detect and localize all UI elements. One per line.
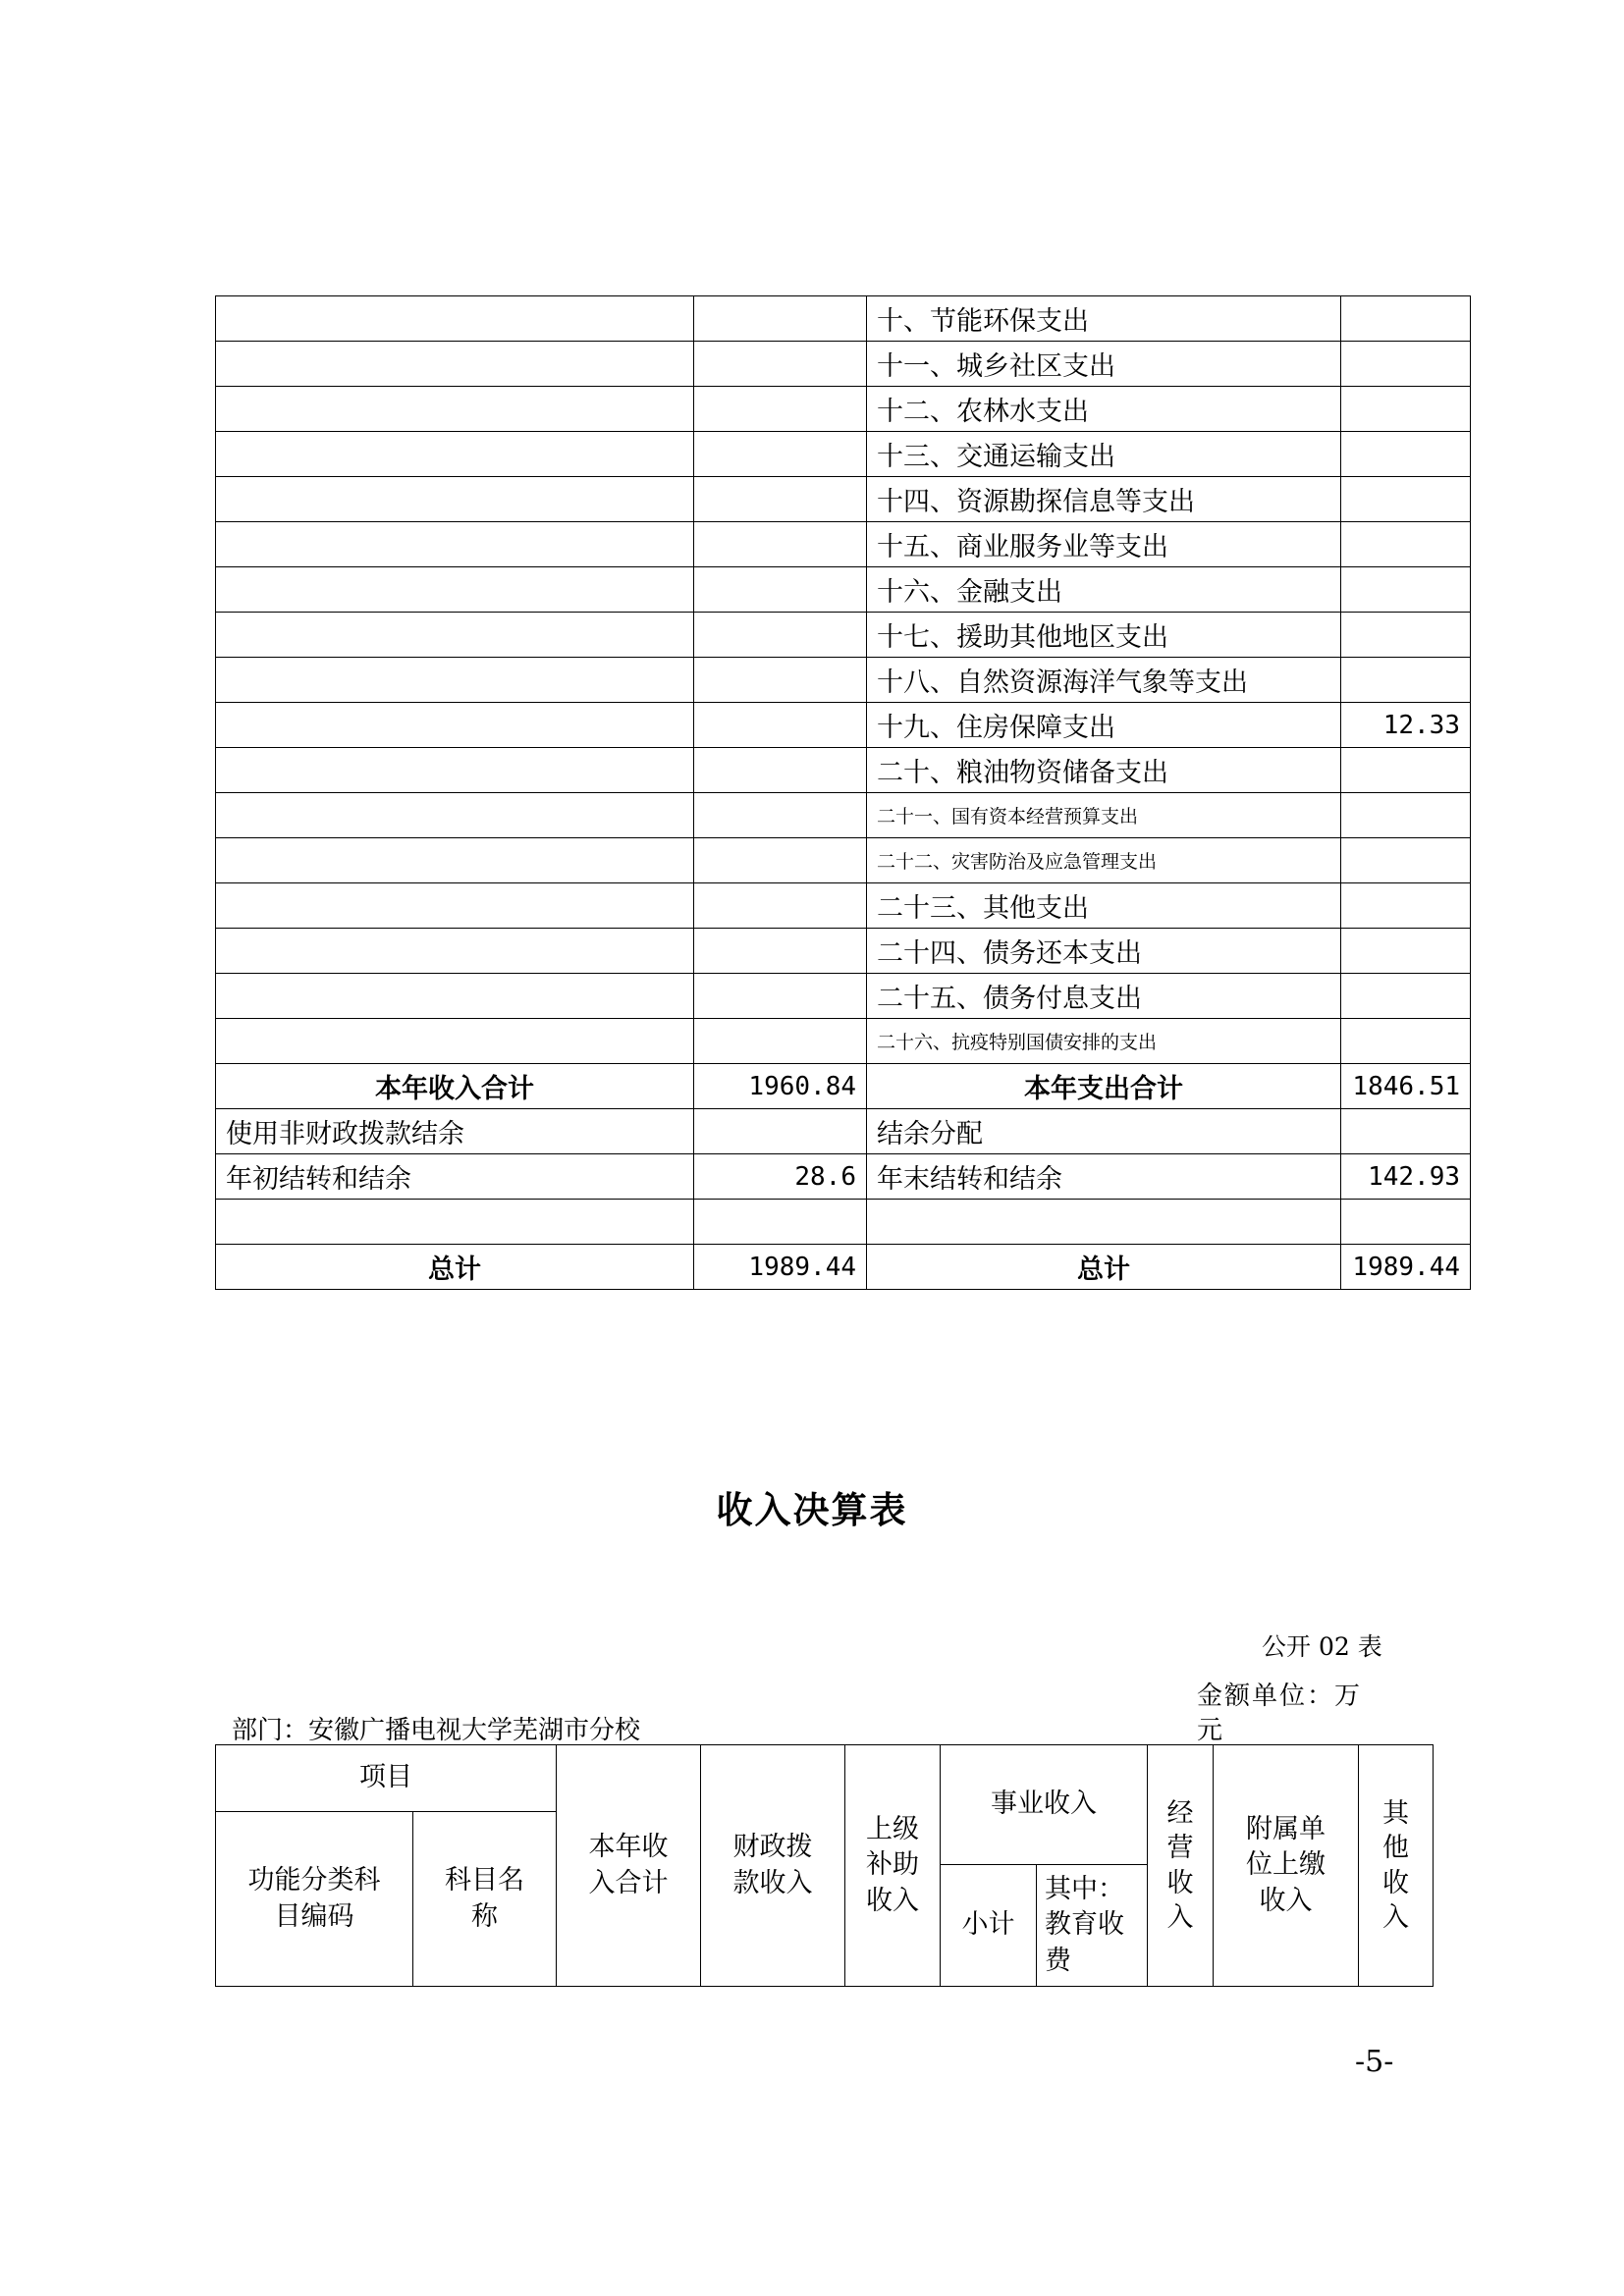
- table-row: [216, 432, 1471, 477]
- table-row: [216, 342, 1471, 387]
- income-item-value: [694, 793, 867, 838]
- expenditure-item-value: [1341, 658, 1471, 703]
- income-item-value: 28.6: [694, 1154, 867, 1200]
- header-other: [1359, 1745, 1434, 1987]
- expenditure-item-label: 十、节能环保支出: [867, 296, 1341, 342]
- header-career-edu-fee-text: 其中：教育收费: [1045, 1873, 1124, 1976]
- income-item-value: [694, 974, 867, 1019]
- table-row: [216, 929, 1471, 974]
- expenditure-item-value: [1341, 522, 1471, 567]
- income-item-label: [216, 432, 694, 477]
- expenditure-item-label: 二十三、其他支出: [867, 883, 1341, 929]
- income-item-value: [694, 477, 867, 522]
- header-superior-text: 上级补助收入: [866, 1813, 919, 1916]
- amount-unit-label-cont: 元: [1197, 1716, 1223, 1745]
- income-item-value: [694, 432, 867, 477]
- header-fiscal: [701, 1745, 845, 1987]
- header-subject-name: [413, 1812, 557, 1987]
- table-row: [216, 1154, 1471, 1200]
- expenditure-item-value: [1341, 477, 1471, 522]
- revenue-expenditure-table: [215, 295, 1471, 1290]
- header-fiscal-text: 财政拨款收入: [732, 1832, 813, 1898]
- income-item-value: [694, 387, 867, 432]
- income-item-value: [694, 658, 867, 703]
- header-func-code-text: 功能分类科目编码: [247, 1865, 381, 1932]
- expenditure-item-label: 二十一、国有资本经营预算支出: [867, 793, 1341, 838]
- expenditure-item-label: 十一、城乡社区支出: [867, 342, 1341, 387]
- expenditure-item-label: 十五、商业服务业等支出: [867, 522, 1341, 567]
- income-item-value: [694, 342, 867, 387]
- form-number: 公开 02 表: [1262, 1632, 1382, 1661]
- header-affiliated-text: 附属单位上缴收入: [1246, 1813, 1326, 1916]
- expenditure-item-value: 12.33: [1341, 703, 1471, 748]
- income-item-label: [216, 838, 694, 883]
- expenditure-item-label: 十八、自然资源海洋气象等支出: [867, 658, 1341, 703]
- table-row: [216, 974, 1471, 1019]
- table-row: [216, 658, 1471, 703]
- expenditure-item-value: [1341, 883, 1471, 929]
- expenditure-item-label: 十六、金融支出: [867, 567, 1341, 613]
- table-row: [216, 748, 1471, 793]
- expenditure-item-label: 二十六、抗疫特别国债安排的支出: [867, 1019, 1341, 1064]
- expenditure-item-value: [1341, 838, 1471, 883]
- table-row: [216, 1064, 1471, 1109]
- income-item-label: [216, 974, 694, 1019]
- expenditure-item-value: [1341, 793, 1471, 838]
- expenditure-item-value: [1341, 748, 1471, 793]
- page-number: -5-: [1355, 2045, 1394, 2079]
- expenditure-item-value: [1341, 613, 1471, 658]
- amount-unit-label: 金额单位：万: [1197, 1682, 1363, 1711]
- expenditure-item-label: 十二、农林水支出: [867, 387, 1341, 432]
- header-item: 项目: [216, 1745, 557, 1812]
- expenditure-item-label: 二十四、债务还本支出: [867, 929, 1341, 974]
- table-row: [216, 1200, 1471, 1245]
- income-item-value: [694, 748, 867, 793]
- expenditure-item-label: 十七、援助其他地区支出: [867, 613, 1341, 658]
- expenditure-item-value: [1341, 1019, 1471, 1064]
- expenditure-item-value: [1341, 432, 1471, 477]
- income-item-label: [216, 522, 694, 567]
- expenditure-item-label: 十四、资源勘探信息等支出: [867, 477, 1341, 522]
- income-item-label: [216, 929, 694, 974]
- income-item-label: [216, 793, 694, 838]
- expenditure-item-label: 总计: [867, 1245, 1341, 1290]
- header-career-subtotal: 小计: [941, 1865, 1037, 1987]
- expenditure-item-value: [1341, 974, 1471, 1019]
- income-item-label: [216, 477, 694, 522]
- table-row: [216, 522, 1471, 567]
- expenditure-item-value: [1341, 387, 1471, 432]
- income-item-value: [694, 296, 867, 342]
- table-row: [216, 883, 1471, 929]
- income-item-value: [694, 522, 867, 567]
- income-item-value: [694, 929, 867, 974]
- expenditure-item-label: 十三、交通运输支出: [867, 432, 1341, 477]
- table-row: [216, 567, 1471, 613]
- income-item-value: 1960.84: [694, 1064, 867, 1109]
- header-other-text: 其他收入: [1382, 1798, 1409, 1933]
- income-item-label: [216, 296, 694, 342]
- income-item-label: [216, 1019, 694, 1064]
- header-func-code: [216, 1812, 413, 1987]
- header-superior: [845, 1745, 941, 1987]
- income-item-label: [216, 703, 694, 748]
- income-item-label: 年初结转和结余: [216, 1154, 694, 1200]
- expenditure-item-value: [1341, 342, 1471, 387]
- income-item-value: [694, 703, 867, 748]
- header-career: 事业收入: [941, 1745, 1148, 1865]
- expenditure-item-label: 二十五、债务付息支出: [867, 974, 1341, 1019]
- expenditure-item-value: [1341, 567, 1471, 613]
- expenditure-item-label: 结余分配: [867, 1109, 1341, 1154]
- expenditure-item-label: 十九、住房保障支出: [867, 703, 1341, 748]
- header-total: [557, 1745, 701, 1987]
- expenditure-item-value: 1846.51: [1341, 1064, 1471, 1109]
- income-item-label: [216, 342, 694, 387]
- income-item-label: [216, 567, 694, 613]
- income-item-value: [694, 883, 867, 929]
- expenditure-item-value: [1341, 1109, 1471, 1154]
- income-item-value: [694, 1109, 867, 1154]
- income-item-label: 本年收入合计: [216, 1064, 694, 1109]
- income-item-value: [694, 1019, 867, 1064]
- table-row: [216, 1019, 1471, 1064]
- income-item-label: [216, 883, 694, 929]
- expenditure-item-value: [1341, 929, 1471, 974]
- expenditure-item-value: [1341, 296, 1471, 342]
- income-item-label: [216, 613, 694, 658]
- table-row: [216, 477, 1471, 522]
- expenditure-item-label: 二十二、灾害防治及应急管理支出: [867, 838, 1341, 883]
- header-total-text: 本年收入合计: [588, 1832, 669, 1898]
- expenditure-item-label: [867, 1200, 1341, 1245]
- income-item-label: [216, 748, 694, 793]
- income-item-value: [694, 1200, 867, 1245]
- income-item-value: 1989.44: [694, 1245, 867, 1290]
- income-statement-table: [215, 1744, 1434, 1987]
- table-row: [216, 296, 1471, 342]
- expenditure-item-value: 1989.44: [1341, 1245, 1471, 1290]
- income-item-value: [694, 567, 867, 613]
- header-career-edu-fee: [1037, 1865, 1148, 1987]
- expenditure-item-value: 142.93: [1341, 1154, 1471, 1200]
- table-row: [216, 1109, 1471, 1154]
- header-subject-name-text: 科目名称: [445, 1865, 524, 1932]
- table-row: [216, 703, 1471, 748]
- table-row: [216, 613, 1471, 658]
- income-item-label: [216, 387, 694, 432]
- department-label: 部门：安徽广播电视大学芜湖市分校: [232, 1716, 641, 1745]
- income-item-label: 使用非财政拨款结余: [216, 1109, 694, 1154]
- header-affiliated: [1214, 1745, 1359, 1987]
- income-item-value: [694, 613, 867, 658]
- expenditure-item-label: 本年支出合计: [867, 1064, 1341, 1109]
- expenditure-item-value: [1341, 1200, 1471, 1245]
- income-item-label: [216, 658, 694, 703]
- table-row: [216, 793, 1471, 838]
- header-business-text: 经营收入: [1166, 1798, 1194, 1933]
- income-item-label: 总计: [216, 1245, 694, 1290]
- table-row: [216, 838, 1471, 883]
- income-item-value: [694, 838, 867, 883]
- table-row: [216, 387, 1471, 432]
- income-item-label: [216, 1200, 694, 1245]
- expenditure-item-label: 二十、粮油物资储备支出: [867, 748, 1341, 793]
- table-row: [216, 1245, 1471, 1290]
- header-business: [1148, 1745, 1214, 1987]
- page-title: 收入决算表: [716, 1489, 908, 1531]
- expenditure-item-label: 年末结转和结余: [867, 1154, 1341, 1200]
